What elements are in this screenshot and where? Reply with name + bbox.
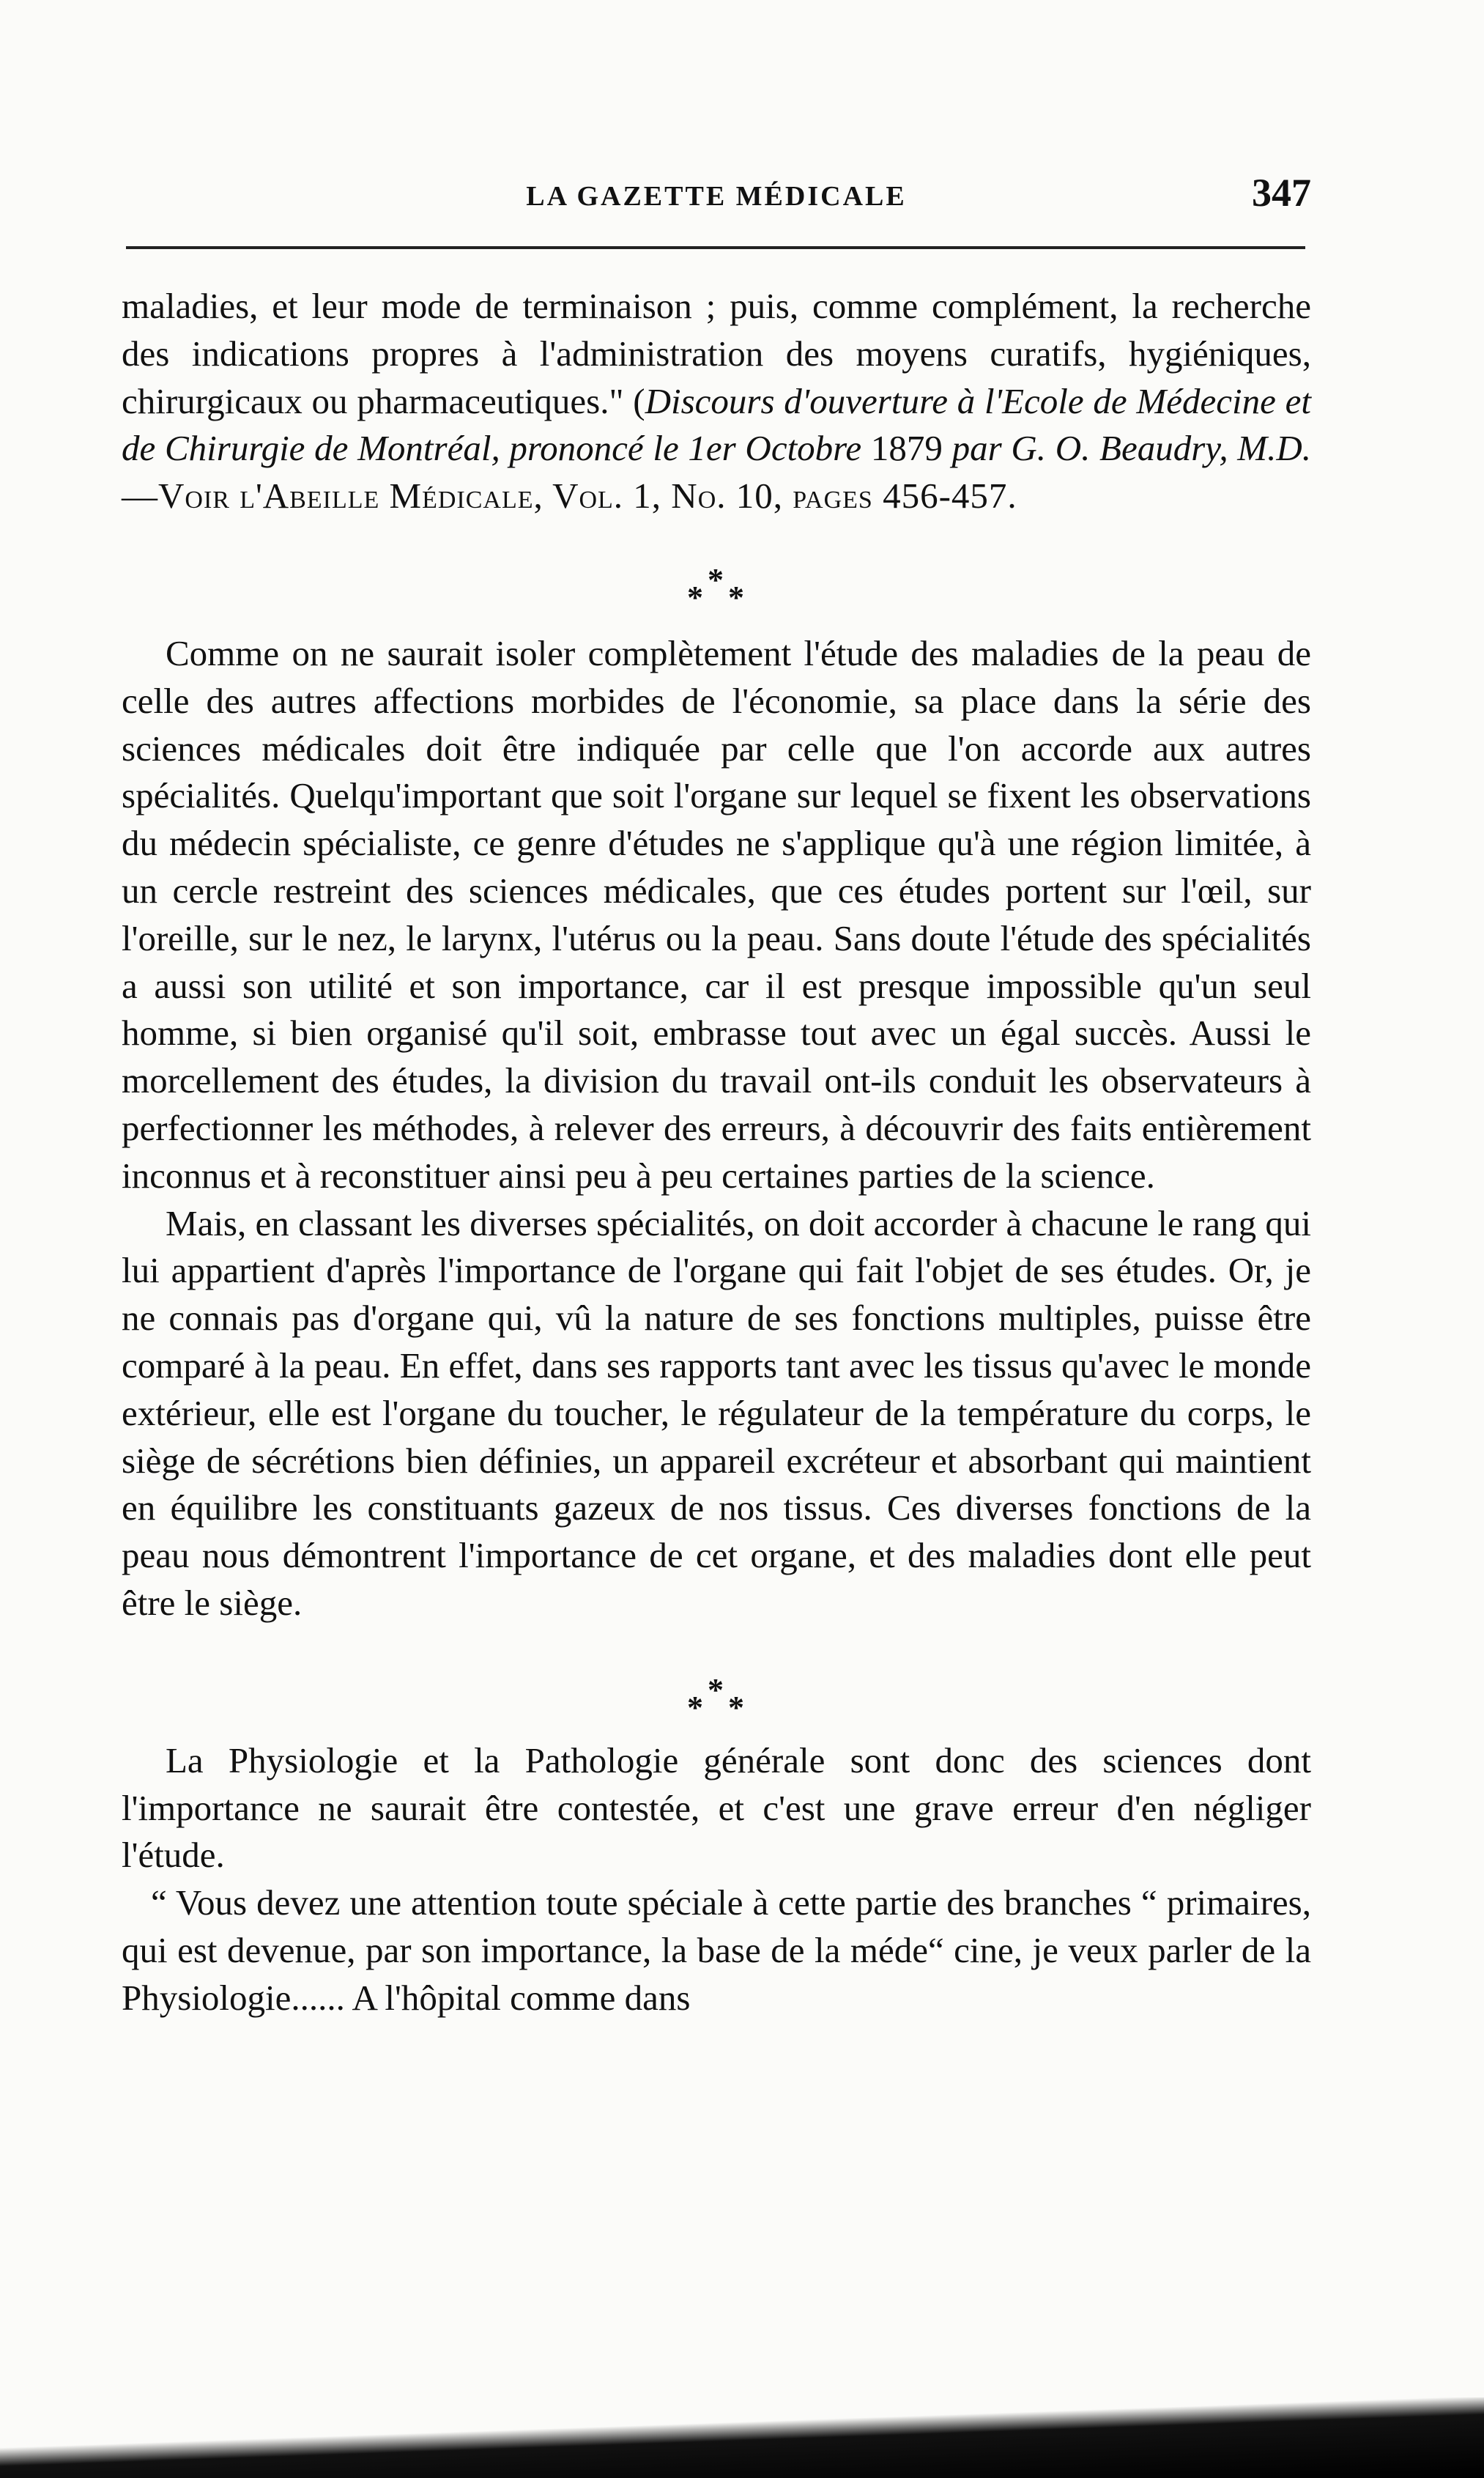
running-header (122, 170, 1311, 214)
p1-citation-author: par G. O. Beaudry, M.D. (951, 428, 1311, 469)
paragraph-skin-specialty: Comme on ne saurait isoler complètement l'étude des maladies de la peau de celle des autres affections morbides de l'économie, sa place dans la série des sciences médicales doit être indiquée par celle que l'on accorde aux autres spécialités. Quelqu'important que soit l'organe sur lequel se fixent les observations du médecin spécialiste, ce genre d'études ne s'applique qu'à une région limitée, à un cercle restreint des sciences médicales, que ces études portent sur l'œil, sur l'oreille, sur le nez, le larynx, l'utérus ou la peau. Sans doute l'étude des spécialités a aussi son utilité et son importance, car il est presque impossible qu'un seul homme, si bien organisé qu'il soit, embrasse tout avec un égal succès. Aussi le morcellement des études, la division du travail ont-ils conduit les observateurs à perfectionner les méthodes, à relever des erreurs, à découvrir des faits entièrement inconnus et à reconstituer ainsi peu à peu certaines parties de la science. (122, 632, 1311, 1196)
asterism-star: * (708, 1671, 724, 1708)
asterism-star: * (687, 1689, 703, 1726)
running-title: LA GAZETTE MÉDICALE (526, 181, 907, 212)
asterism-star: * (728, 1689, 744, 1726)
p1-citation-italic: Discours d'ouverture à l'Ecole de Médecine et de Chirurgie de Montréal, prononcé le 1er Octobre (122, 380, 1311, 469)
paragraph-continued-quote (122, 283, 1311, 520)
p1-text: maladies, et leur mode de terminaison ; puis, comme complément, la recherche des indications propres à l'administration des moyens curatifs, hygiéniques, chirurgicaux ou pharmaceutiques." ( (122, 286, 1311, 421)
asterism-separator-1 (122, 520, 1311, 630)
asterism-separator-2 (122, 1627, 1311, 1737)
paragraph-physiology: La Physiologie et la Pathologie générale sont donc des sciences dont l'importance ne saurait être contestée, et c'est une grave erreur d'en négliger l'étude. (122, 1739, 1311, 1876)
asterism-star: * (687, 579, 703, 615)
scan-edge-shadow (0, 2397, 1484, 2478)
asterism-star: * (728, 579, 744, 615)
page-body (122, 283, 1311, 2022)
page-number: 347 (1252, 171, 1311, 215)
paragraph-quote-physiology: “ Vous devez une attention toute spéciale à cette partie des branches “ primaires, qui est devenue, par son importance, la base de la méde“ cine, je veux parler de la Physiologie...... A l'hôpital comme dans (122, 1882, 1311, 2018)
p1-citation-year: 1879 (861, 428, 952, 469)
paragraph-skin-functions: Mais, en classant les diverses spécialités, on doit accorder à chacune le rang qui lui appartient d'après l'importance de l'organe qui fait l'objet de ses études. Or, je ne connais pas d'organe qui, vû la nature de ses fonctions multiples, puisse être comparé à la peau. En effet, dans ses rapports tant avec les tissus qu'avec le monde extérieur, elle est l'organe du toucher, le régulateur de la température du corps, le siège de sécrétions bien définies, un appareil excréteur et absorbant qui maintient en équilibre les constituants gazeux de nos tissus. Ces diverses fonctions de la peau nous démontrent l'importance de cet organe, et des maladies dont elle peut être le siège. (122, 1202, 1311, 1623)
asterism-star: * (708, 561, 724, 598)
p1-citation-reference: —Voir l'Abeille Médicale, Vol. 1, No. 10, pages 456-457. (122, 476, 1017, 517)
header-rule (126, 246, 1305, 249)
